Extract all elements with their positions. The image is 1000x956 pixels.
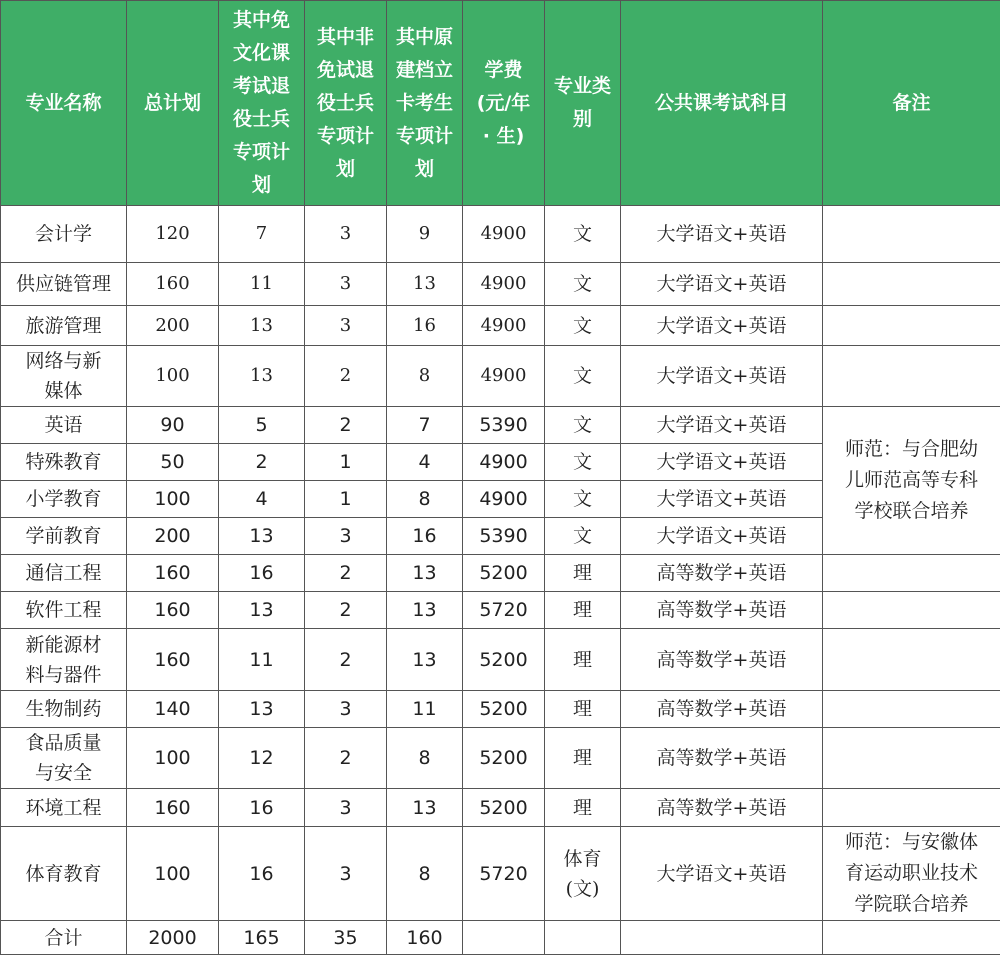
- poverty-plan-cell: 13: [387, 263, 463, 306]
- table-row: [1, 629, 1000, 691]
- table-row: [1, 827, 1000, 921]
- cell-line: 料与器件: [25, 663, 102, 686]
- exempt-veteran-cell: 7: [219, 206, 305, 263]
- poverty-plan-cell: 7: [387, 407, 463, 444]
- tuition-cell: 5720: [463, 592, 545, 629]
- cell-line: 文: [572, 365, 592, 387]
- cell-line: 学前教育: [25, 525, 102, 547]
- cell-line: 通信工程: [25, 562, 102, 584]
- poverty-plan-cell: 13: [387, 629, 463, 691]
- tuition-cell: 4900: [463, 206, 545, 263]
- category-cell: [545, 407, 621, 444]
- cell-line: 软件工程: [25, 599, 102, 621]
- cell-line: 文: [572, 273, 592, 295]
- category-cell: [545, 789, 621, 827]
- cell-line: 师范：与合肥幼: [844, 438, 978, 460]
- major-name-cell: [1, 629, 127, 691]
- header-remark: 备注: [823, 1, 1000, 206]
- table-row: [1, 306, 1000, 346]
- remark-cell: [823, 691, 1000, 728]
- cell-line: 食品质量: [25, 732, 102, 754]
- remark-cell: [823, 346, 1000, 407]
- total-plan-cell: 200: [127, 518, 219, 555]
- poverty-plan-cell: 8: [387, 728, 463, 789]
- cell-line: 体育教育: [25, 862, 102, 885]
- category-cell: [545, 691, 621, 728]
- table-row: [1, 206, 1000, 263]
- totals-total: 2000: [127, 921, 219, 955]
- cell-line: 理: [572, 698, 592, 720]
- category-cell: [545, 728, 621, 789]
- tuition-cell: 5200: [463, 555, 545, 592]
- subjects-cell: 高等数学+英语: [621, 691, 823, 728]
- cell-line: 育运动职业技术: [844, 862, 978, 884]
- subjects-cell: 高等数学+英语: [621, 629, 823, 691]
- poverty-plan-cell: 11: [387, 691, 463, 728]
- exempt-veteran-cell: 13: [219, 346, 305, 407]
- remark-cell: [823, 592, 1000, 629]
- total-plan-cell: 160: [127, 629, 219, 691]
- nonexempt-veteran-cell: 2: [305, 407, 387, 444]
- cell-line: 文: [572, 223, 592, 245]
- total-plan-cell: 120: [127, 206, 219, 263]
- category-cell: [545, 629, 621, 691]
- table-body: [1, 206, 1000, 955]
- total-plan-cell: 140: [127, 691, 219, 728]
- cell-line: 生物制药: [25, 698, 102, 720]
- total-plan-cell: 50: [127, 444, 219, 481]
- major-name-cell: [1, 518, 127, 555]
- total-plan-cell: 90: [127, 407, 219, 444]
- cell-line: 学院联合培养: [854, 893, 969, 915]
- cell-line: 媒体: [44, 380, 83, 402]
- category-cell: [545, 555, 621, 592]
- subjects-cell: 大学语文+英语: [621, 481, 823, 518]
- cell-line: 特殊教育: [25, 451, 102, 473]
- cell-line: 小学教育: [25, 488, 102, 510]
- totals-empty-cell: [463, 921, 545, 955]
- poverty-plan-cell: 4: [387, 444, 463, 481]
- exempt-veteran-cell: 4: [219, 481, 305, 518]
- cell-line: 学校联合培养: [854, 500, 969, 522]
- nonexempt-veteran-cell: 3: [305, 206, 387, 263]
- tuition-cell: 4900: [463, 263, 545, 306]
- nonexempt-veteran-cell: 2: [305, 346, 387, 407]
- total-plan-cell: 160: [127, 263, 219, 306]
- totals-poverty: 160: [387, 921, 463, 955]
- subjects-cell: 大学语文+英语: [621, 518, 823, 555]
- subjects-cell: 大学语文+英语: [621, 407, 823, 444]
- totals-exempt: 165: [219, 921, 305, 955]
- table-row: [1, 789, 1000, 827]
- nonexempt-veteran-cell: 1: [305, 444, 387, 481]
- category-cell: [545, 518, 621, 555]
- totals-row: [1, 921, 1000, 955]
- major-name-cell: [1, 444, 127, 481]
- subjects-cell: 大学语文+英语: [621, 306, 823, 346]
- remark-cell: [823, 629, 1000, 691]
- subjects-cell: 高等数学+英语: [621, 728, 823, 789]
- header-category: 专业类 别: [545, 1, 621, 206]
- tuition-cell: 4900: [463, 306, 545, 346]
- table-row: [1, 263, 1000, 306]
- category-cell: [545, 263, 621, 306]
- total-plan-cell: 160: [127, 592, 219, 629]
- table-row: [1, 728, 1000, 789]
- table-row: [1, 407, 1000, 444]
- cell-line: 文: [572, 488, 592, 510]
- tuition-cell: 4900: [463, 444, 545, 481]
- table-row: [1, 346, 1000, 407]
- remark-cell: [823, 728, 1000, 789]
- total-plan-cell: 200: [127, 306, 219, 346]
- cell-line: 理: [572, 747, 592, 769]
- total-plan-cell: 100: [127, 827, 219, 921]
- subjects-cell: 大学语文+英语: [621, 444, 823, 481]
- poverty-plan-cell: 8: [387, 481, 463, 518]
- subjects-cell: 大学语文+英语: [621, 827, 823, 921]
- subjects-cell: 高等数学+英语: [621, 555, 823, 592]
- nonexempt-veteran-cell: 2: [305, 592, 387, 629]
- total-plan-cell: 160: [127, 555, 219, 592]
- cell-line: 文: [572, 414, 592, 436]
- header-name: 专业名称: [1, 1, 127, 206]
- totals-nonexempt: 35: [305, 921, 387, 955]
- tuition-cell: 5200: [463, 789, 545, 827]
- total-plan-cell: 100: [127, 481, 219, 518]
- cell-line: 理: [572, 648, 592, 671]
- totals-empty-cell: [621, 921, 823, 955]
- cell-line: 旅游管理: [25, 314, 102, 337]
- nonexempt-veteran-cell: 3: [305, 691, 387, 728]
- remark-cell: [823, 789, 1000, 827]
- header-total: 总计划: [127, 1, 219, 206]
- cell-line: 供应链管理: [15, 273, 111, 295]
- tuition-cell: 4900: [463, 346, 545, 407]
- header-row: [1, 1, 1000, 206]
- tuition-cell: 5390: [463, 518, 545, 555]
- cell-line: 理: [572, 562, 592, 584]
- nonexempt-veteran-cell: 2: [305, 555, 387, 592]
- major-name-cell: [1, 827, 127, 921]
- subjects-cell: 大学语文+英语: [621, 346, 823, 407]
- exempt-veteran-cell: 16: [219, 555, 305, 592]
- remark-cell: [823, 555, 1000, 592]
- poverty-plan-cell: 13: [387, 789, 463, 827]
- nonexempt-veteran-cell: 3: [305, 263, 387, 306]
- major-name-cell: [1, 728, 127, 789]
- exempt-veteran-cell: 13: [219, 691, 305, 728]
- cell-line: 理: [572, 599, 592, 621]
- category-cell: [545, 206, 621, 263]
- table-row: [1, 555, 1000, 592]
- major-name-cell: [1, 346, 127, 407]
- poverty-plan-cell: 9: [387, 206, 463, 263]
- poverty-plan-cell: 13: [387, 555, 463, 592]
- cell-line: 网络与新: [25, 350, 102, 372]
- exempt-veteran-cell: 2: [219, 444, 305, 481]
- major-name-cell: [1, 555, 127, 592]
- cell-line: 与安全: [34, 762, 92, 784]
- poverty-plan-cell: 8: [387, 827, 463, 921]
- remark-cell: [823, 263, 1000, 306]
- total-plan-cell: 100: [127, 728, 219, 789]
- cell-line: 儿师范高等专科: [844, 469, 978, 491]
- major-name-cell: [1, 481, 127, 518]
- nonexempt-veteran-cell: 3: [305, 306, 387, 346]
- cell-line: (文): [565, 877, 600, 900]
- exempt-veteran-cell: 11: [219, 629, 305, 691]
- tuition-cell: 5390: [463, 407, 545, 444]
- cell-line: 新能源材: [25, 633, 102, 656]
- exempt-veteran-cell: 12: [219, 728, 305, 789]
- major-name-cell: [1, 263, 127, 306]
- tuition-cell: 4900: [463, 481, 545, 518]
- major-name-cell: [1, 592, 127, 629]
- category-cell: [545, 827, 621, 921]
- exempt-veteran-cell: 13: [219, 518, 305, 555]
- total-plan-cell: 100: [127, 346, 219, 407]
- exempt-veteran-cell: 13: [219, 592, 305, 629]
- remark-cell: [823, 206, 1000, 263]
- nonexempt-veteran-cell: 3: [305, 827, 387, 921]
- cell-line: 会计学: [34, 223, 92, 245]
- cell-line: 师范：与安徽体: [844, 831, 978, 853]
- cell-line: 环境工程: [25, 796, 102, 819]
- header-subjects: 公共课考试科目: [621, 1, 823, 206]
- exempt-veteran-cell: 16: [219, 827, 305, 921]
- table-row: [1, 592, 1000, 629]
- cell-line: 文: [572, 525, 592, 547]
- nonexempt-veteran-cell: 1: [305, 481, 387, 518]
- remark-cell-pe: [823, 827, 1000, 921]
- subjects-cell: 大学语文+英语: [621, 263, 823, 306]
- total-plan-cell: 160: [127, 789, 219, 827]
- nonexempt-veteran-cell: 2: [305, 629, 387, 691]
- major-name-cell: [1, 306, 127, 346]
- major-name-cell: [1, 691, 127, 728]
- category-cell: [545, 592, 621, 629]
- poverty-plan-cell: 13: [387, 592, 463, 629]
- subjects-cell: 高等数学+英语: [621, 789, 823, 827]
- cell-line: 英语: [44, 414, 83, 436]
- subjects-cell: 大学语文+英语: [621, 206, 823, 263]
- tuition-cell: 5200: [463, 629, 545, 691]
- subjects-cell: 高等数学+英语: [621, 592, 823, 629]
- cell-line: 理: [572, 796, 592, 819]
- category-cell: [545, 444, 621, 481]
- cell-line: 文: [572, 314, 592, 337]
- cell-line: 文: [572, 451, 592, 473]
- exempt-veteran-cell: 11: [219, 263, 305, 306]
- nonexempt-veteran-cell: 2: [305, 728, 387, 789]
- poverty-plan-cell: 8: [387, 346, 463, 407]
- nonexempt-veteran-cell: 3: [305, 789, 387, 827]
- category-cell: [545, 481, 621, 518]
- category-cell: [545, 346, 621, 407]
- poverty-plan-cell: 16: [387, 306, 463, 346]
- major-name-cell: [1, 206, 127, 263]
- header-nonexempt-veteran: 其中非 免试退 役士兵 专项计 划: [305, 1, 387, 206]
- header-tuition: 学费 (元/年 · 生): [463, 1, 545, 206]
- header-poverty: 其中原 建档立 卡考生 专项计 划: [387, 1, 463, 206]
- remark-cell-normal: [823, 407, 1000, 555]
- cell-line: 体育: [563, 847, 602, 870]
- totals-empty-cell: [545, 921, 621, 955]
- exempt-veteran-cell: 13: [219, 306, 305, 346]
- tuition-cell: 5200: [463, 728, 545, 789]
- nonexempt-veteran-cell: 3: [305, 518, 387, 555]
- tuition-cell: 5200: [463, 691, 545, 728]
- totals-label: 合计: [1, 921, 127, 955]
- poverty-plan-cell: 16: [387, 518, 463, 555]
- header-exempt-veteran: 其中免 文化课 考试退 役士兵 专项计 划: [219, 1, 305, 206]
- tuition-cell: 5720: [463, 827, 545, 921]
- table-row: [1, 691, 1000, 728]
- exempt-veteran-cell: 16: [219, 789, 305, 827]
- totals-empty-cell: [823, 921, 1000, 955]
- major-name-cell: [1, 789, 127, 827]
- major-name-cell: [1, 407, 127, 444]
- exempt-veteran-cell: 5: [219, 407, 305, 444]
- remark-cell: [823, 306, 1000, 346]
- category-cell: [545, 306, 621, 346]
